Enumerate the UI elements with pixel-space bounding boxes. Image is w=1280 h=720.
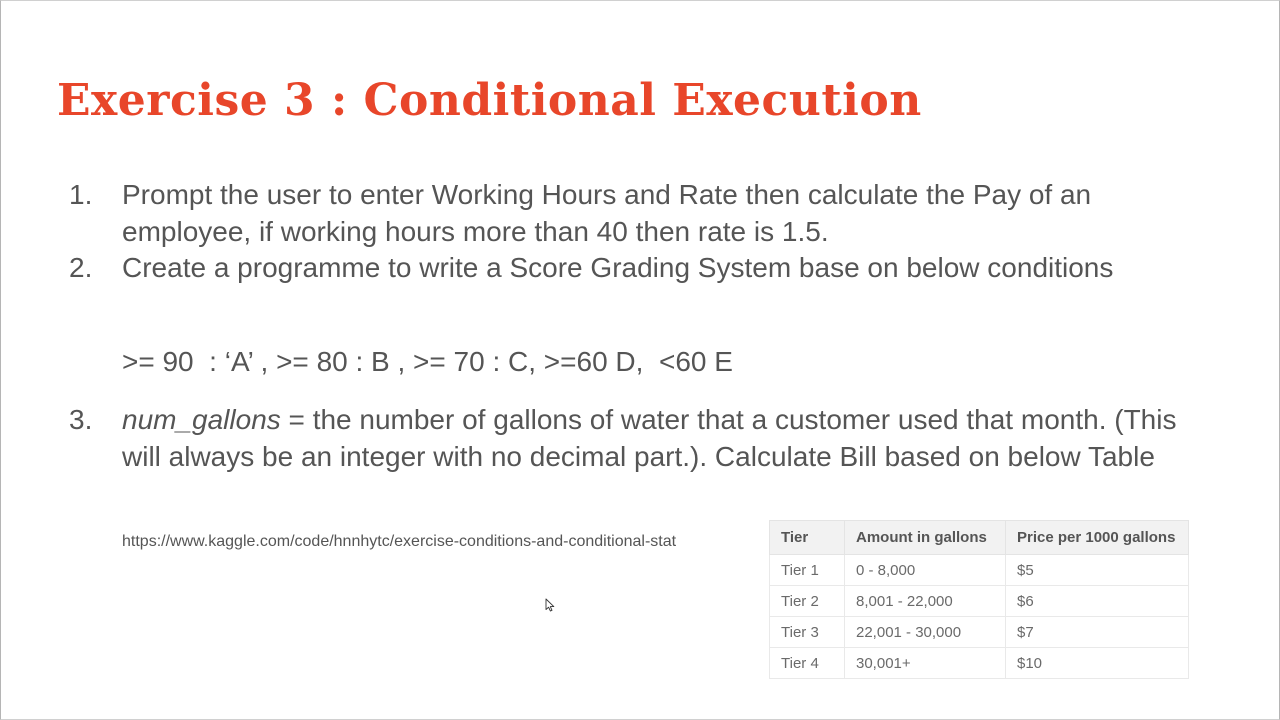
pricing-table xyxy=(769,520,1189,679)
list-text: Create a programme to write a Score Grading System base on below conditions xyxy=(122,252,1114,283)
list-number: 2. xyxy=(69,252,93,283)
table-header-row xyxy=(770,521,1189,555)
cell-amount: 8,001 - 22,000 xyxy=(845,586,1006,617)
cell-price: $5 xyxy=(1006,555,1189,586)
cell-amount: 30,001+ xyxy=(845,648,1006,679)
list-text xyxy=(122,401,1222,475)
list-number: 1. xyxy=(69,179,93,210)
list-number: 3. xyxy=(69,404,93,435)
list-item-2 xyxy=(69,249,1219,324)
cell-tier: Tier 1 xyxy=(770,555,845,586)
cell-price: $6 xyxy=(1006,586,1189,617)
cell-price: $7 xyxy=(1006,617,1189,648)
table-row xyxy=(770,555,1189,586)
cell-price: $10 xyxy=(1006,648,1189,679)
list-item-3 xyxy=(69,401,1219,513)
reference-link[interactable]: https://www.kaggle.com/code/hnnhytc/exercise-conditions-and-conditional-stat xyxy=(122,533,677,550)
column-header: Amount in gallons xyxy=(845,521,1006,555)
cell-tier: Tier 2 xyxy=(770,586,845,617)
list-text: Prompt the user to enter Working Hours and Rate then calculate the Pay of an employee, if working hours more than 40 then rate is 1.5. xyxy=(122,179,1092,247)
cell-tier: Tier 3 xyxy=(770,617,845,648)
cell-amount: 0 - 8,000 xyxy=(845,555,1006,586)
column-header: Price per 1000 gallons xyxy=(1006,521,1189,555)
cell-tier: Tier 4 xyxy=(770,648,845,679)
mouse-pointer-icon xyxy=(545,598,555,612)
table-row xyxy=(770,648,1189,679)
grading-rule: >= 90 : ‘A’ , >= 80 : B , >= 70 : C, >=60 D, <60 E xyxy=(122,346,733,377)
slide-title: Exercise 3 : Conditional Execution xyxy=(57,75,922,126)
variable-name: num_gallons xyxy=(122,404,281,435)
table-row xyxy=(770,617,1189,648)
list-item-1 xyxy=(69,176,1219,251)
table-row xyxy=(770,586,1189,617)
cell-amount: 22,001 - 30,000 xyxy=(845,617,1006,648)
list-text-body: = the number of gallons of water that a customer used that month. (This will always be an integer with no decimal part.). Calculate Bill based on below Table xyxy=(122,404,1177,472)
column-header: Tier xyxy=(770,521,845,555)
